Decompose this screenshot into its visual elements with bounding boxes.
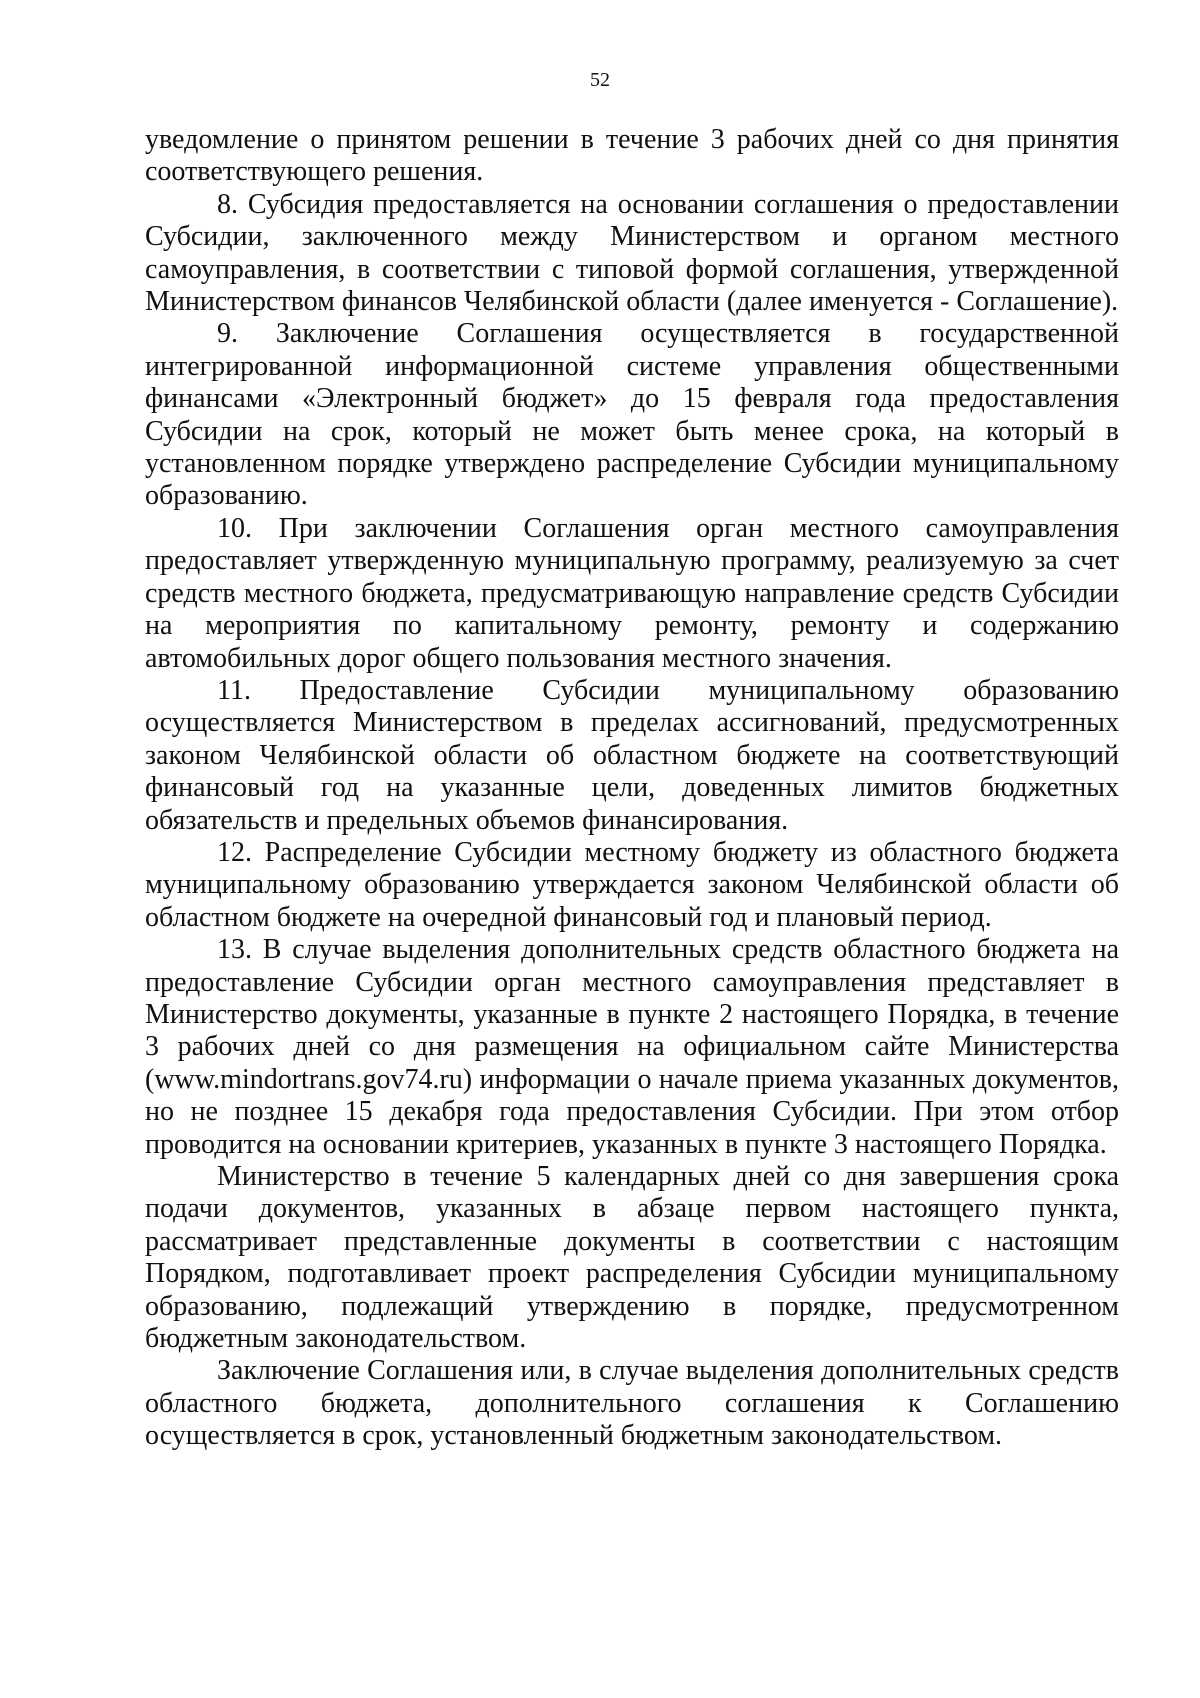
document-body <box>145 124 1119 1453</box>
paragraph-item-13: 13. В случае выделения дополнительных средств областного бюджета на предоставление Субсидии орган местного самоуправления представляет в Министерство документы, указанные в пункте 2 настоящего Порядка, в течение 3 рабочих дней со дня размещения на официальном сайте Министерства (www.mindortrans.gov74.ru) информации о начале приема указанных документов, но не позднее 15 декабря года предоставления Субсидии. При этом отбор проводится на основании критериев, указанных в пункте 3 настоящего Порядка. <box>145 934 1119 1160</box>
paragraph-item-10: 10. При заключении Соглашения орган местного самоуправления предоставляет утвержденную муниципальную программу, реализуемую за счет средств местного бюджета, предусматривающую направление средств Субсидии на мероприятия по капитальному ремонту, ремонту и содержанию автомобильных дорог общего пользования местного значения. <box>145 512 1119 674</box>
paragraph-item-12: 12. Распределение Субсидии местному бюджету из областного бюджета муниципальному образованию утверждается законом Челябинской области об областном бюджете на очередной финансовый год и плановый период. <box>145 836 1119 933</box>
paragraph-continuation: уведомление о принятом решении в течение 3 рабочих дней со дня принятия соответствующего решения. <box>145 124 1119 188</box>
paragraph-item-9: 9. Заключение Соглашения осуществляется в государственной интегрированной информационной системе управления общественными финансами «Электронный бюджет» до 15 февраля года предоставления Субсидии на срок, который не может быть менее срока, на который в установленном порядке утверждено распределение Субсидии муниципальному образованию. <box>145 318 1119 512</box>
paragraph-item-13-part-3: Заключение Соглашения или, в случае выделения дополнительных средств областного бюджета, дополнительного соглашения к Соглашению осуществляется в срок, установленный бюджетным законодательством. <box>145 1355 1119 1452</box>
paragraph-item-13-part-2: Министерство в течение 5 календарных дней со дня завершения срока подачи документов, указанных в абзаце первом настоящего пункта, рассматривает представленные документы в соответствии с настоящим Порядком, подготавливает проект распределения Субсидии муниципальному образованию, подлежащий утверждению в порядке, предусмотренном бюджетным законодательством. <box>145 1161 1119 1355</box>
page-number: 52 <box>590 69 610 91</box>
paragraph-item-11: 11. Предоставление Субсидии муниципальному образованию осуществляется Министерством в пределах ассигнований, предусмотренных законом Челябинской области об областном бюджете на соответствующий финансовый год на указанные цели, доведенных лимитов бюджетных обязательств и предельных объемов финансирования. <box>145 674 1119 836</box>
paragraph-item-8: 8. Субсидия предоставляется на основании соглашения о предоставлении Субсидии, заключенного между Министерством и органом местного самоуправления, в соответствии с типовой формой соглашения, утвержденной Министерством финансов Челябинской области (далее именуется - Соглашение). <box>145 188 1119 318</box>
